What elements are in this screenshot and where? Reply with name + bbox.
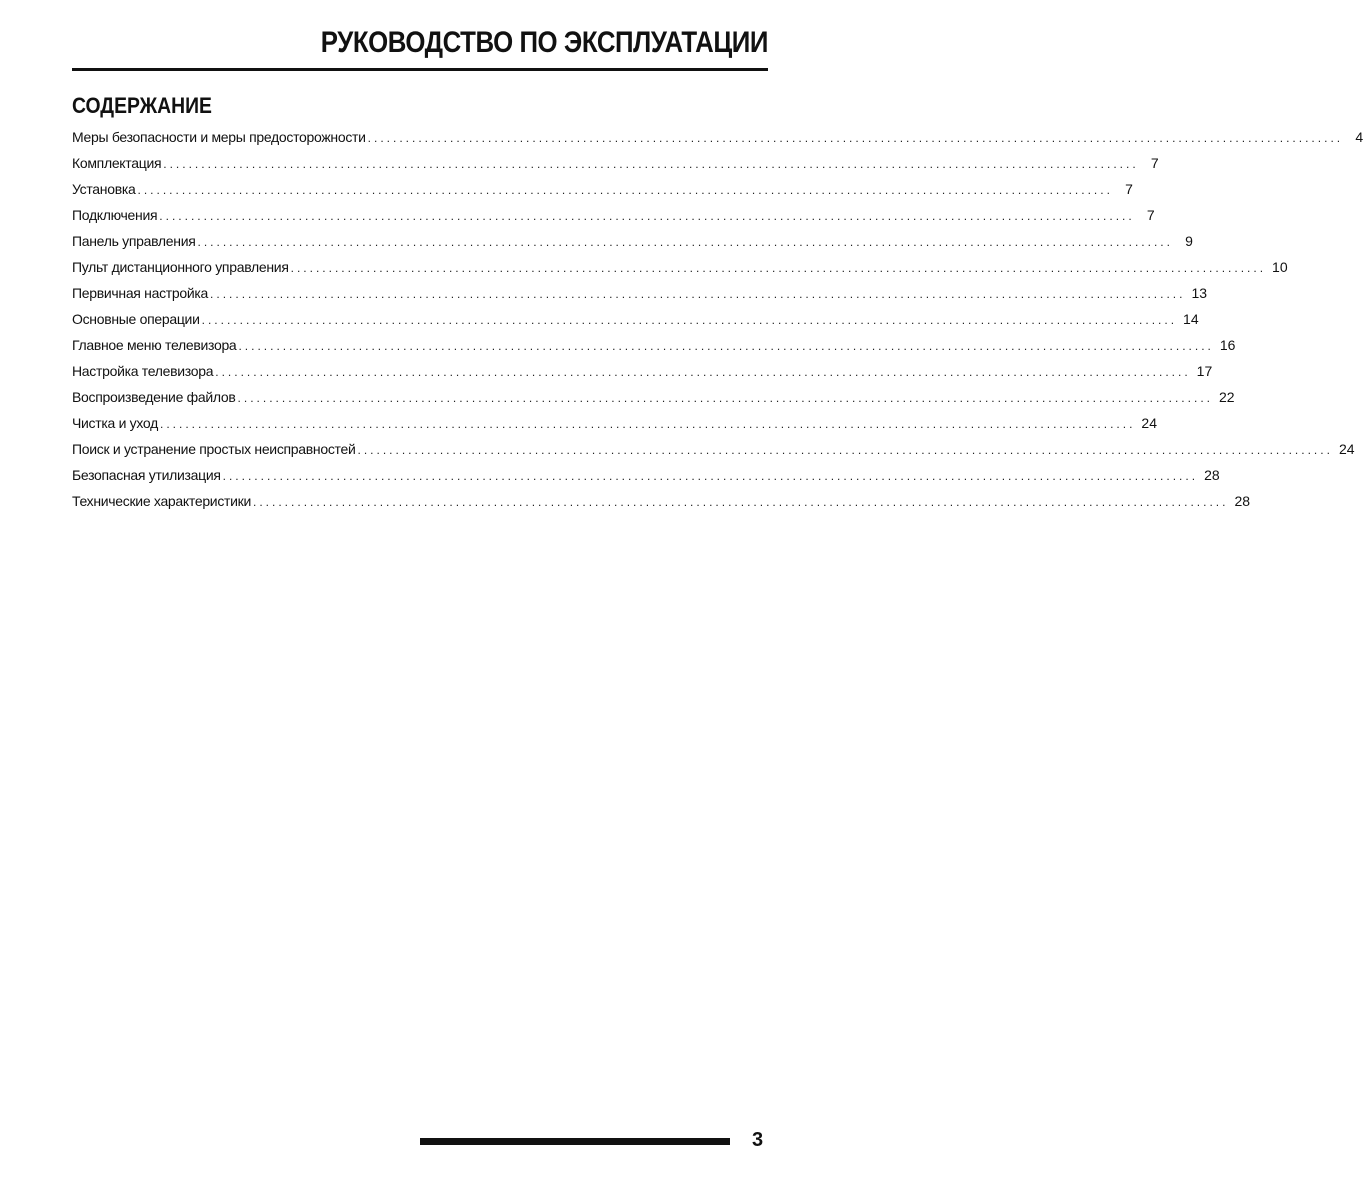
toc-entry-label: Установка <box>72 181 136 197</box>
toc-dot-leader: .......................................................................................................................................................... <box>238 339 1214 353</box>
toc-entry-label: Комплектация <box>72 155 162 171</box>
toc-entry-label: Настройка телевизора <box>72 363 214 379</box>
toc-entry[interactable] <box>72 254 1288 280</box>
toc-dot-leader: .......................................................................................................................................................... <box>137 183 1113 197</box>
toc-entry[interactable] <box>72 436 1355 462</box>
page-number: 3 <box>752 1129 764 1151</box>
toc-entry-page: 24 <box>1141 415 1157 431</box>
toc-dot-leader: .......................................................................................................................................................... <box>357 443 1333 457</box>
toc-entry[interactable] <box>72 306 1199 332</box>
footer-rule <box>420 1138 730 1145</box>
toc-entry[interactable] <box>72 280 1208 306</box>
toc-entry-label: Пульт дистанционного управления <box>72 259 289 275</box>
toc-entry[interactable] <box>72 124 1363 150</box>
toc-entry-page: 7 <box>1150 155 1159 171</box>
toc-entry[interactable] <box>72 150 1159 176</box>
toc-dot-leader: .......................................................................................................................................................... <box>159 417 1136 431</box>
toc-entry-label: Первичная настройка <box>72 285 209 301</box>
toc-entry-label: Воспроизведение файлов <box>72 389 236 405</box>
toc-entry-page: 28 <box>1234 493 1251 509</box>
toc-dot-leader: .......................................................................................................................................................... <box>253 495 1229 509</box>
toc-entry-page: 9 <box>1185 233 1193 249</box>
toc-entry[interactable] <box>72 332 1236 358</box>
toc-entry-page: 17 <box>1196 363 1213 379</box>
toc-dot-leader: .......................................................................................................................................................... <box>197 235 1173 249</box>
toc-dot-leader: .......................................................................................................................................................... <box>367 131 1344 145</box>
toc-entry-label: Меры безопасности и меры предосторожности <box>72 129 366 145</box>
table-of-contents <box>72 124 1363 514</box>
toc-entry-label: Технические характеристики <box>72 493 252 509</box>
toc-dot-leader: .......................................................................................................................................................... <box>215 365 1191 379</box>
toc-entry-label: Основные операции <box>72 311 200 327</box>
toc-entry-label: Безопасная утилизация <box>72 467 221 483</box>
toc-dot-leader: .......................................................................................................................................................... <box>159 209 1135 223</box>
toc-dot-leader: .......................................................................................................................................................... <box>201 313 1178 327</box>
toc-entry[interactable] <box>72 462 1220 488</box>
toc-dot-leader: .......................................................................................................................................................... <box>237 391 1213 405</box>
document-title: РУКОВОДСТВО ПО ЭКСПЛУАТАЦИИ <box>320 26 768 59</box>
toc-entry-page: 10 <box>1272 259 1288 275</box>
toc-entry[interactable] <box>72 488 1251 514</box>
toc-entry[interactable] <box>72 228 1193 254</box>
toc-entry[interactable] <box>72 384 1235 410</box>
toc-entry-page: 4 <box>1355 129 1363 145</box>
toc-dot-leader: .......................................................................................................................................................... <box>222 469 1199 483</box>
toc-entry-page: 14 <box>1183 311 1199 327</box>
toc-entry-page: 7 <box>1125 181 1133 197</box>
toc-entry-label: Подключения <box>72 207 158 223</box>
toc-entry-label: Панель управления <box>72 233 196 249</box>
toc-entry-page: 13 <box>1191 285 1208 301</box>
toc-entry[interactable] <box>72 202 1155 228</box>
toc-entry-label: Главное меню телевизора <box>72 337 237 353</box>
toc-entry-label: Чистка и уход <box>72 415 158 431</box>
toc-entry-page: 28 <box>1204 467 1220 483</box>
toc-heading: СОДЕРЖАНИЕ <box>72 93 212 118</box>
toc-entry-page: 22 <box>1218 389 1235 405</box>
page-header <box>72 22 768 71</box>
toc-entry[interactable] <box>72 358 1213 384</box>
toc-entry-label: Поиск и устранение простых неисправностей <box>72 441 356 457</box>
toc-entry[interactable] <box>72 410 1157 436</box>
toc-dot-leader: .......................................................................................................................................................... <box>210 287 1186 301</box>
toc-entry[interactable] <box>72 176 1133 202</box>
toc-entry-page: 7 <box>1146 207 1155 223</box>
toc-entry-page: 24 <box>1338 441 1355 457</box>
toc-dot-leader: .......................................................................................................................................................... <box>163 157 1139 171</box>
toc-entry-page: 16 <box>1219 337 1236 353</box>
toc-dot-leader: .......................................................................................................................................................... <box>290 261 1267 275</box>
